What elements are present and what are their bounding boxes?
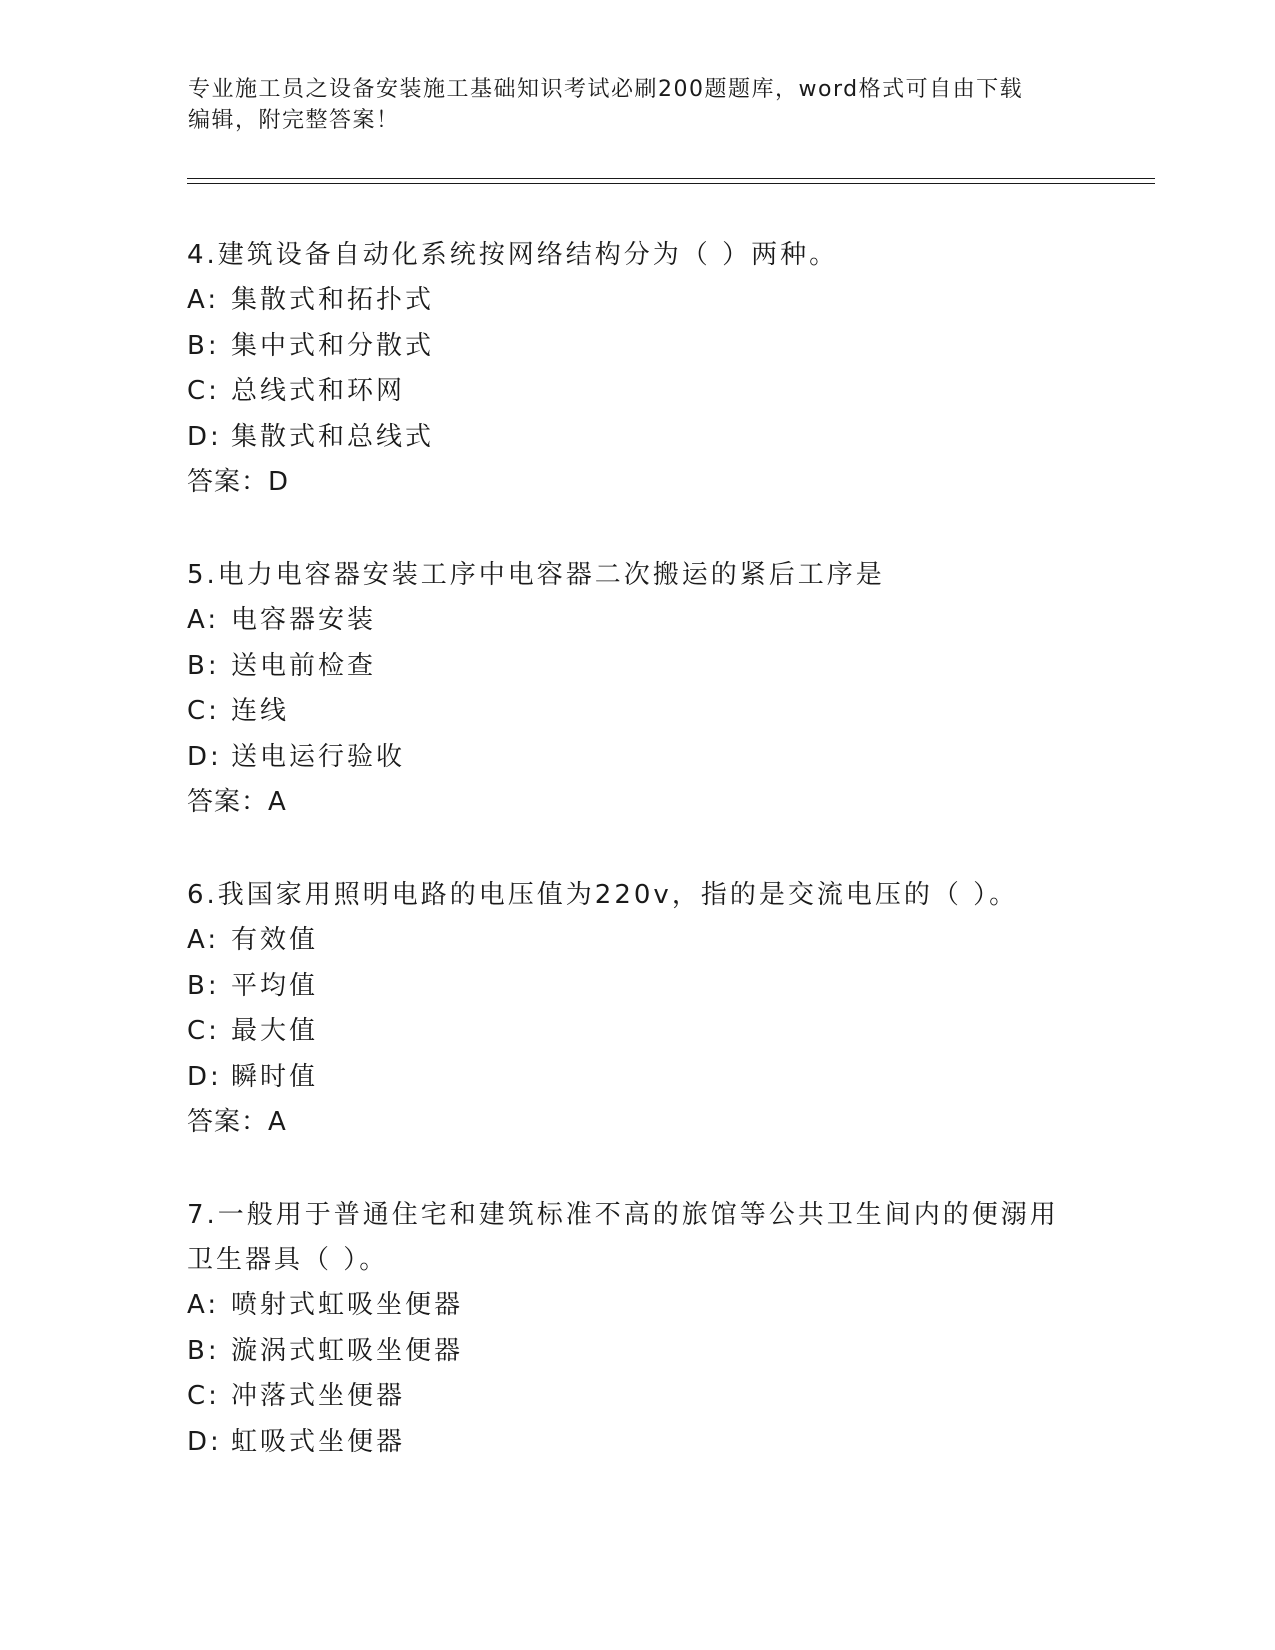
- option-b: [187, 324, 1087, 370]
- question-stem: 5.电力电容器安装工序中电容器二次搬运的紧后工序是: [187, 560, 885, 590]
- option-key: C:: [187, 376, 220, 406]
- option-key: A:: [187, 285, 220, 315]
- option-text: 送电前检查: [231, 650, 377, 681]
- option-c: [187, 1009, 1087, 1055]
- option-key: D:: [187, 421, 222, 452]
- option-key: B:: [187, 1335, 220, 1366]
- option-c: [187, 369, 1087, 415]
- option-b: [187, 644, 1087, 690]
- question-4: [187, 233, 1087, 505]
- answer: 答案：D: [187, 467, 290, 497]
- option-text: 集中式和分散式: [231, 330, 435, 361]
- question-7: [187, 1193, 1087, 1465]
- option-key: D:: [187, 741, 222, 772]
- option-b: [187, 964, 1087, 1010]
- header-divider-top: [187, 178, 1155, 179]
- option-key: B:: [187, 330, 220, 361]
- option-text: 漩涡式虹吸坐便器: [231, 1335, 464, 1366]
- option-key: D:: [187, 1061, 222, 1092]
- option-key: D:: [187, 1426, 222, 1457]
- option-text: 总线式和环网: [231, 376, 406, 406]
- question-stem: 6.我国家用照明电路的电压值为220v，指的是交流电压的（ ）。: [187, 880, 1019, 910]
- question-stem: 4.建筑设备自动化系统按网络结构分为（ ）两种。: [187, 240, 839, 270]
- option-text: 送电运行验收: [231, 741, 406, 772]
- option-text: 冲落式坐便器: [231, 1381, 406, 1411]
- option-text: 连线: [231, 696, 290, 726]
- option-key: B:: [187, 970, 220, 1001]
- option-text: 电容器安装: [231, 605, 377, 635]
- answer: 答案：A: [187, 1107, 287, 1137]
- option-a: [187, 1283, 1087, 1329]
- option-text: 有效值: [231, 925, 319, 955]
- option-text: 集散式和总线式: [231, 421, 435, 452]
- title-line-1: 专业施工员之设备安装施工基础知识考试必刷200题题库，word格式可自由下载: [188, 77, 1024, 102]
- option-d: [187, 415, 1087, 461]
- question-stem-line-2: 卫生器具（ ）。: [187, 1245, 389, 1275]
- option-b: [187, 1329, 1087, 1375]
- question-6: [187, 873, 1087, 1145]
- option-d: [187, 1055, 1087, 1101]
- option-text: 集散式和拓扑式: [231, 285, 435, 315]
- option-text: 平均值: [231, 970, 319, 1001]
- document-title: [188, 74, 1068, 136]
- answer: 答案：A: [187, 787, 287, 817]
- option-key: C:: [187, 1381, 220, 1411]
- option-key: C:: [187, 1016, 220, 1046]
- option-a: [187, 598, 1087, 644]
- option-d: [187, 735, 1087, 781]
- option-key: A:: [187, 925, 220, 955]
- option-c: [187, 689, 1087, 735]
- question-5: [187, 553, 1087, 825]
- option-c: [187, 1374, 1087, 1420]
- header-divider-bottom: [187, 183, 1155, 184]
- option-text: 喷射式虹吸坐便器: [231, 1290, 464, 1320]
- option-text: 虹吸式坐便器: [231, 1426, 406, 1457]
- option-key: C:: [187, 696, 220, 726]
- option-a: [187, 918, 1087, 964]
- option-text: 最大值: [231, 1016, 319, 1046]
- option-d: [187, 1420, 1087, 1466]
- question-stem-line-1: 7.一般用于普通住宅和建筑标准不高的旅馆等公共卫生间内的便溺用: [187, 1200, 1059, 1230]
- option-key: B:: [187, 650, 220, 681]
- title-line-2: 编辑，附完整答案！: [188, 108, 400, 133]
- option-a: [187, 278, 1087, 324]
- option-key: A:: [187, 1290, 220, 1320]
- option-text: 瞬时值: [231, 1061, 319, 1092]
- option-key: A:: [187, 605, 220, 635]
